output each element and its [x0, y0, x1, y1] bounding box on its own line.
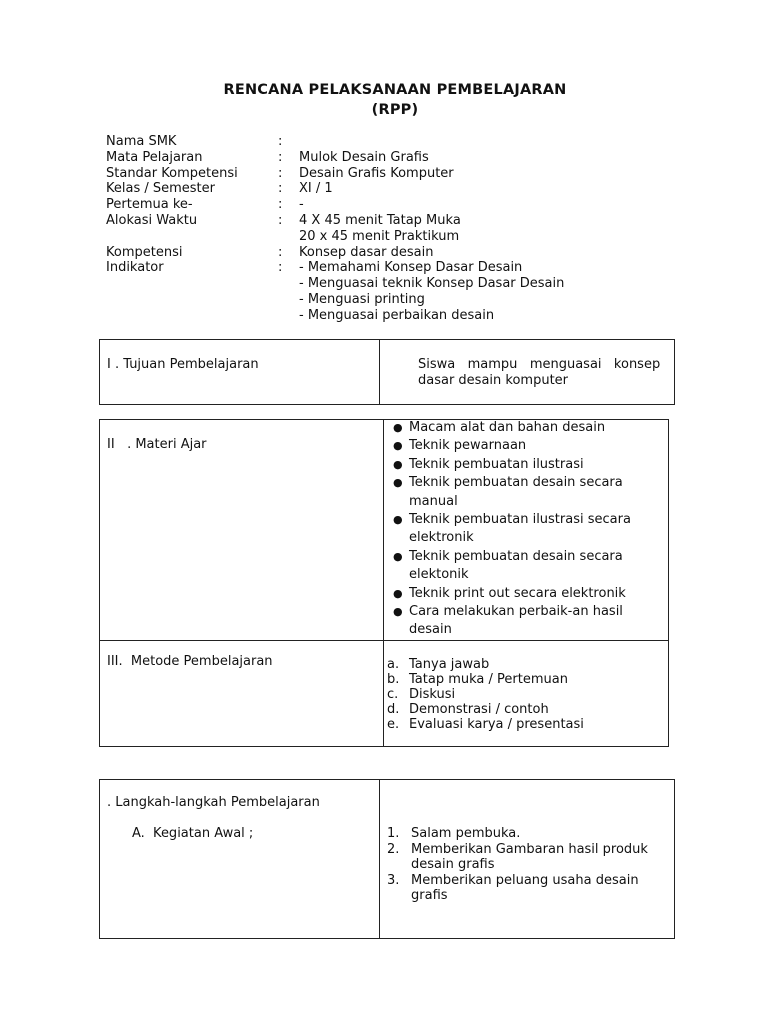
- langkah-item: [387, 842, 674, 873]
- bullet-icon: ●: [393, 421, 403, 434]
- materi-item: [384, 603, 668, 640]
- meta-label: Alokasi Waktu: [106, 212, 198, 228]
- materi-metode-table: [99, 419, 669, 747]
- materi-item: [384, 474, 668, 511]
- metode-item-text: Tatap muka / Pertemuan: [409, 671, 568, 687]
- materi-item-text: Teknik pembuatan desain secara: [409, 475, 623, 491]
- bullet-icon: ●: [393, 457, 403, 471]
- meta-value: - Menguasai teknik Konsep Dasar Desain: [299, 276, 565, 292]
- meta-colon: :: [278, 212, 283, 228]
- meta-colon: :: [278, 134, 283, 149]
- langkah-item-text: Memberikan peluang usaha desain: [411, 872, 639, 888]
- metode-content-cell: [384, 640, 669, 746]
- tujuan-text-line-1: Siswa mampu menguasai konsep: [418, 357, 661, 372]
- meta-colon: :: [278, 244, 283, 260]
- meta-value: XI / 1: [299, 181, 333, 197]
- langkah-item: [387, 873, 674, 904]
- langkah-item-text-cont: desain grafis: [411, 857, 495, 872]
- kegiatan-awal-label: A. Kegiatan Awal ;: [132, 826, 254, 841]
- materi-item-text: Teknik pewarnaan: [409, 438, 527, 454]
- langkah-item: [387, 826, 674, 842]
- metode-marker: a.: [387, 656, 400, 672]
- meta-value: Konsep dasar desain: [299, 244, 434, 260]
- tujuan-text-line-2: dasar desain komputer: [418, 373, 569, 388]
- meta-value: 20 x 45 menit Praktikum: [299, 228, 460, 244]
- materi-item: [384, 511, 668, 548]
- materi-list: [384, 419, 668, 640]
- langkah-marker: 3.: [387, 872, 400, 888]
- materi-item: [384, 419, 668, 437]
- meta-label: Standar Kompetensi: [106, 165, 238, 181]
- langkah-marker: 1.: [387, 826, 400, 841]
- meta-colon: :: [278, 197, 283, 213]
- materi-item-text-cont: elektronik: [409, 530, 474, 546]
- metode-marker: b.: [387, 671, 400, 687]
- tujuan-content-cell: [380, 340, 675, 405]
- metode-item-text: Evaluasi karya / presentasi: [409, 716, 584, 732]
- materi-item-text-cont: manual: [409, 493, 458, 509]
- langkah-content-cell: [380, 780, 675, 939]
- meta-colon: :: [278, 181, 283, 197]
- document-title: [0, 80, 768, 120]
- meta-value: -: [299, 197, 304, 213]
- materi-item: [384, 585, 668, 603]
- materi-label: II . Materi Ajar: [107, 437, 207, 452]
- materi-item-text-cont: desain: [409, 622, 452, 638]
- langkah-item-text: Memberikan Gambaran hasil produk: [411, 841, 648, 857]
- meta-label: Nama SMK: [106, 134, 177, 149]
- langkah-table: [99, 779, 675, 939]
- materi-item-text: Teknik pembuatan ilustrasi secara: [409, 512, 631, 528]
- bullet-icon: ●: [393, 549, 403, 563]
- metode-item: [384, 687, 668, 702]
- meta-value: 4 X 45 menit Tatap Muka: [299, 212, 461, 228]
- materi-item: [384, 548, 668, 585]
- tujuan-label: I . Tujuan Pembelajaran: [107, 357, 259, 372]
- materi-item-text: Teknik pembuatan desain secara: [409, 548, 623, 564]
- meta-colon: :: [278, 165, 283, 181]
- meta-label: Indikator: [106, 260, 164, 276]
- metode-marker: e.: [387, 716, 400, 732]
- meta-value: - Memahami Konsep Dasar Desain: [299, 260, 523, 276]
- langkah-label: . Langkah-langkah Pembelajaran: [107, 795, 320, 810]
- meta-value: - Menguasai perbaikan desain: [299, 307, 495, 323]
- langkah-marker: 2.: [387, 841, 400, 857]
- meta-colon: :: [278, 260, 283, 276]
- metode-marker: c.: [387, 686, 399, 702]
- materi-item-text: Teknik print out secara elektronik: [409, 585, 626, 601]
- materi-item: [384, 437, 668, 455]
- meta-label: Kelas / Semester: [106, 181, 215, 197]
- bullet-icon: ●: [393, 586, 403, 600]
- meta-label: Mata Pelajaran: [106, 149, 203, 165]
- meta-value: Desain Grafis Komputer: [299, 165, 454, 181]
- metode-item-text: Tanya jawab: [409, 656, 490, 672]
- bullet-icon: ●: [393, 476, 403, 490]
- materi-item: [384, 456, 668, 474]
- metode-item: [384, 717, 668, 732]
- title-line-2: (RPP): [371, 102, 419, 118]
- metode-item: [384, 657, 668, 672]
- materi-item-text: Cara melakukan perbaik-an hasil: [409, 604, 623, 620]
- tujuan-label-cell: [100, 340, 380, 405]
- bullet-icon: ●: [393, 513, 403, 527]
- langkah-item-text: Salam pembuka.: [411, 826, 521, 841]
- metode-marker: d.: [387, 701, 400, 717]
- metode-item-text: Diskusi: [409, 686, 456, 702]
- metode-label: III. Metode Pembelajaran: [107, 653, 273, 669]
- meta-value: - Menguasi printing: [299, 291, 425, 307]
- bullet-icon: ●: [393, 605, 403, 619]
- materi-label-cell: [100, 420, 384, 641]
- materi-item-text-cont: elektonik: [409, 567, 469, 583]
- langkah-item-text-cont: grafis: [411, 888, 448, 903]
- metode-item-text: Demonstrasi / contoh: [409, 701, 549, 717]
- materi-item-text: Macam alat dan bahan desain: [409, 420, 606, 435]
- meta-colon: :: [278, 149, 283, 165]
- metode-item: [384, 672, 668, 687]
- materi-item-text: Teknik pembuatan ilustrasi: [409, 456, 584, 472]
- meta-label: Kompetensi: [106, 244, 183, 260]
- bullet-icon: ●: [393, 439, 403, 453]
- langkah-list: [380, 780, 674, 904]
- meta-value: Mulok Desain Grafis: [299, 149, 429, 165]
- tujuan-table: [99, 339, 675, 405]
- meta-label: Pertemua ke-: [106, 197, 193, 213]
- metode-item: [384, 702, 668, 717]
- langkah-label-cell: [100, 780, 380, 939]
- title-line-1: RENCANA PELAKSANAAN PEMBELAJARAN: [223, 82, 567, 98]
- metode-label-cell: [100, 640, 384, 746]
- metode-list: [384, 641, 668, 732]
- materi-content-cell: [384, 420, 669, 641]
